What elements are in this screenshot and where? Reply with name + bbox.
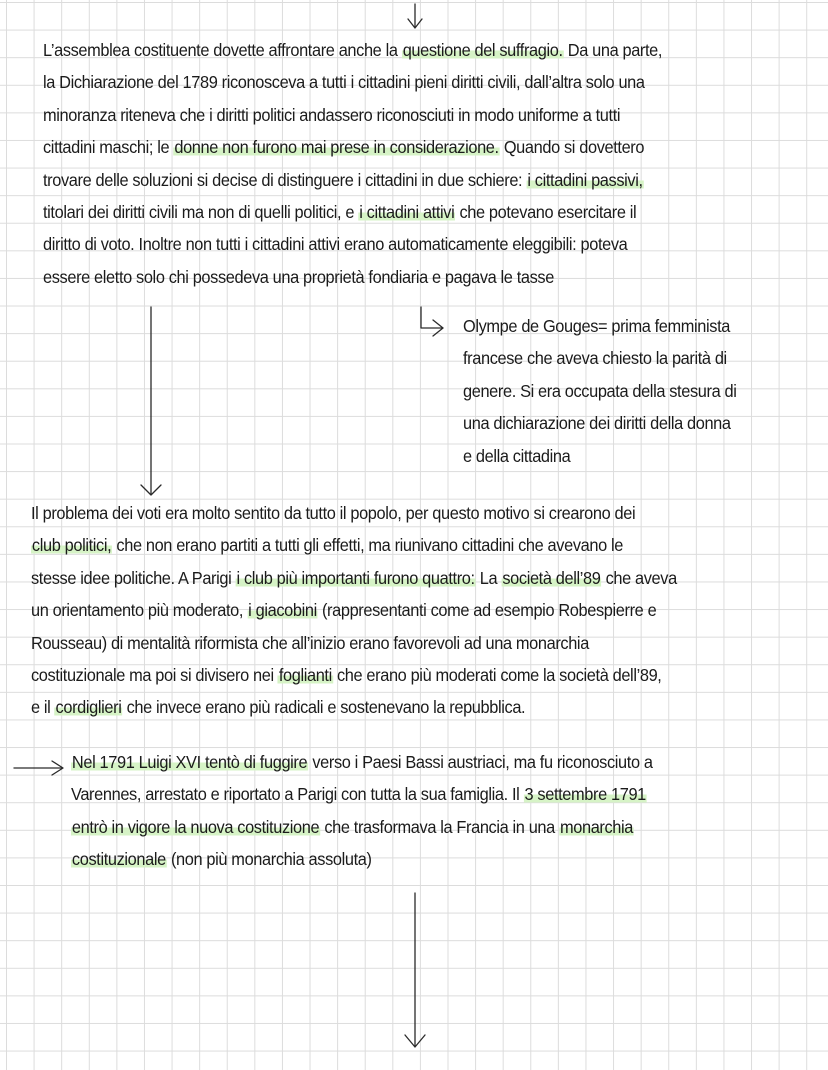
bottom-down-arrow-icon (405, 893, 425, 1047)
note-pointer-arrow-icon (421, 307, 443, 336)
text-segment: cittadini maschi; le (43, 137, 174, 158)
text-line (43, 228, 662, 260)
text-segment: L’assemblea costituente dovette affrontare anche la (43, 40, 402, 60)
text-segment: La (475, 567, 502, 588)
text-line (31, 627, 677, 659)
highlighted-text: monarchia (559, 816, 634, 837)
text-segment: che non erano partiti a tutti gli effetti, ma riunivano cittadini che avevano le (112, 535, 623, 556)
highlighted-text: club politici, (31, 535, 112, 556)
text-line (71, 746, 653, 778)
text-line (31, 594, 677, 626)
text-line (43, 66, 662, 98)
highlighted-text: cordiglieri (55, 697, 122, 718)
highlighted-text: i club più importanti furono quattro: (236, 567, 475, 588)
text-segment: che aveva (601, 567, 677, 588)
text-segment: essere eletto solo chi possedeva una proprietà fondiaria e pagava le tasse (43, 266, 554, 287)
highlighted-text: Nel 1791 Luigi XVI tentò di fuggire (71, 752, 308, 772)
text-line (31, 691, 677, 723)
paragraph-fuga-luigi-xvi (71, 746, 653, 876)
text-segment: (rappresentanti come ad esempio Robespierre e (317, 600, 657, 621)
text-line (43, 99, 662, 131)
text-line (463, 375, 736, 407)
highlighted-text: foglianti (278, 664, 332, 685)
text-line (71, 811, 653, 843)
text-segment: Rousseau) di mentalità riformista che all’inizio erano favorevoli ad una monarchia (31, 632, 589, 653)
text-segment: che invece erano più radicali e sostenevano la repubblica. (122, 697, 526, 718)
text-segment: minoranza riteneva che i diritti politici andassero riconosciuti in modo uniforme a tutti (43, 104, 621, 125)
text-line (43, 34, 662, 66)
note-olympe-de-gouges (463, 310, 736, 472)
paragraph3-pointer-arrow-icon (14, 761, 63, 775)
text-line (43, 261, 662, 293)
text-segment: che potevano esercitare il (455, 201, 637, 222)
highlighted-text: costituzionale (71, 849, 166, 870)
paragraph-suffragio (43, 34, 662, 293)
text-line (43, 196, 662, 228)
text-line (31, 497, 677, 529)
text-segment: costituzionale ma poi si divisero nei (31, 664, 278, 685)
text-segment: e della cittadina (463, 445, 571, 466)
text-line (43, 131, 662, 163)
highlighted-text: donne non furono mai prese in considerazione. (174, 137, 499, 158)
text-line (31, 659, 677, 691)
highlighted-text: i cittadini passivi, (527, 169, 643, 190)
text-segment: verso i Paesi Bassi austriaci, ma fu riconosciuto a (308, 752, 653, 772)
text-line (463, 310, 736, 342)
text-segment: un orientamento più moderato, (31, 600, 248, 621)
text-line (463, 407, 736, 439)
highlighted-text: 3 settembre 1791 (524, 784, 646, 805)
text-segment: stesse idee politiche. A Parigi (31, 567, 236, 588)
text-segment: francese che aveva chiesto la parità di (463, 348, 727, 369)
top-down-arrow-icon (408, 4, 422, 28)
text-line (71, 843, 653, 875)
highlighted-text: entrò in vigore la nuova costituzione (71, 816, 320, 837)
text-line (463, 440, 736, 472)
text-segment: la Dichiarazione del 1789 riconosceva a tutti i cittadini pieni diritti civili, dall’altra solo una (43, 72, 645, 93)
text-segment: che trasformava la Francia in una (320, 816, 560, 837)
highlighted-text: società dell’89 (502, 567, 601, 588)
highlighted-text: i giacobini (248, 600, 317, 621)
highlighted-text: i cittadini attivi (359, 201, 455, 222)
text-segment: trovare delle soluzioni si decise di distinguere i cittadini in due schiere: (43, 169, 527, 190)
text-line (31, 562, 677, 594)
text-segment: genere. Si era occupata della stesura di (463, 380, 737, 401)
text-line (463, 342, 736, 374)
left-down-arrow-icon (141, 307, 161, 495)
text-segment: (non più monarchia assoluta) (166, 849, 372, 870)
text-line (43, 164, 662, 196)
text-segment: Da una parte, (563, 40, 663, 60)
text-segment: una dichiarazione dei diritti della donna (463, 413, 731, 434)
highlighted-text: questione del suffragio. (402, 40, 563, 60)
text-segment: titolari dei diritti civili ma non di quelli politici, e (43, 201, 359, 222)
text-segment: diritto di voto. Inoltre non tutti i cittadini attivi erano automaticamente eleggibili: poteva (43, 234, 628, 255)
text-segment: Quando si dovettero (499, 137, 645, 158)
text-segment: che erano più moderati come la società dell’89, (332, 664, 662, 685)
text-line (31, 529, 677, 561)
text-segment: Varennes, arrestato e riportato a Parigi con tutta la sua famiglia. Il (71, 784, 524, 805)
text-segment: e il (31, 697, 55, 718)
text-segment: Olympe de Gouges= prima femminista (463, 316, 730, 336)
paragraph-club-politici (31, 497, 677, 724)
text-line (71, 778, 653, 810)
text-segment: Il problema dei voti era molto sentito da tutto il popolo, per questo motivo si crearono dei (31, 503, 636, 523)
